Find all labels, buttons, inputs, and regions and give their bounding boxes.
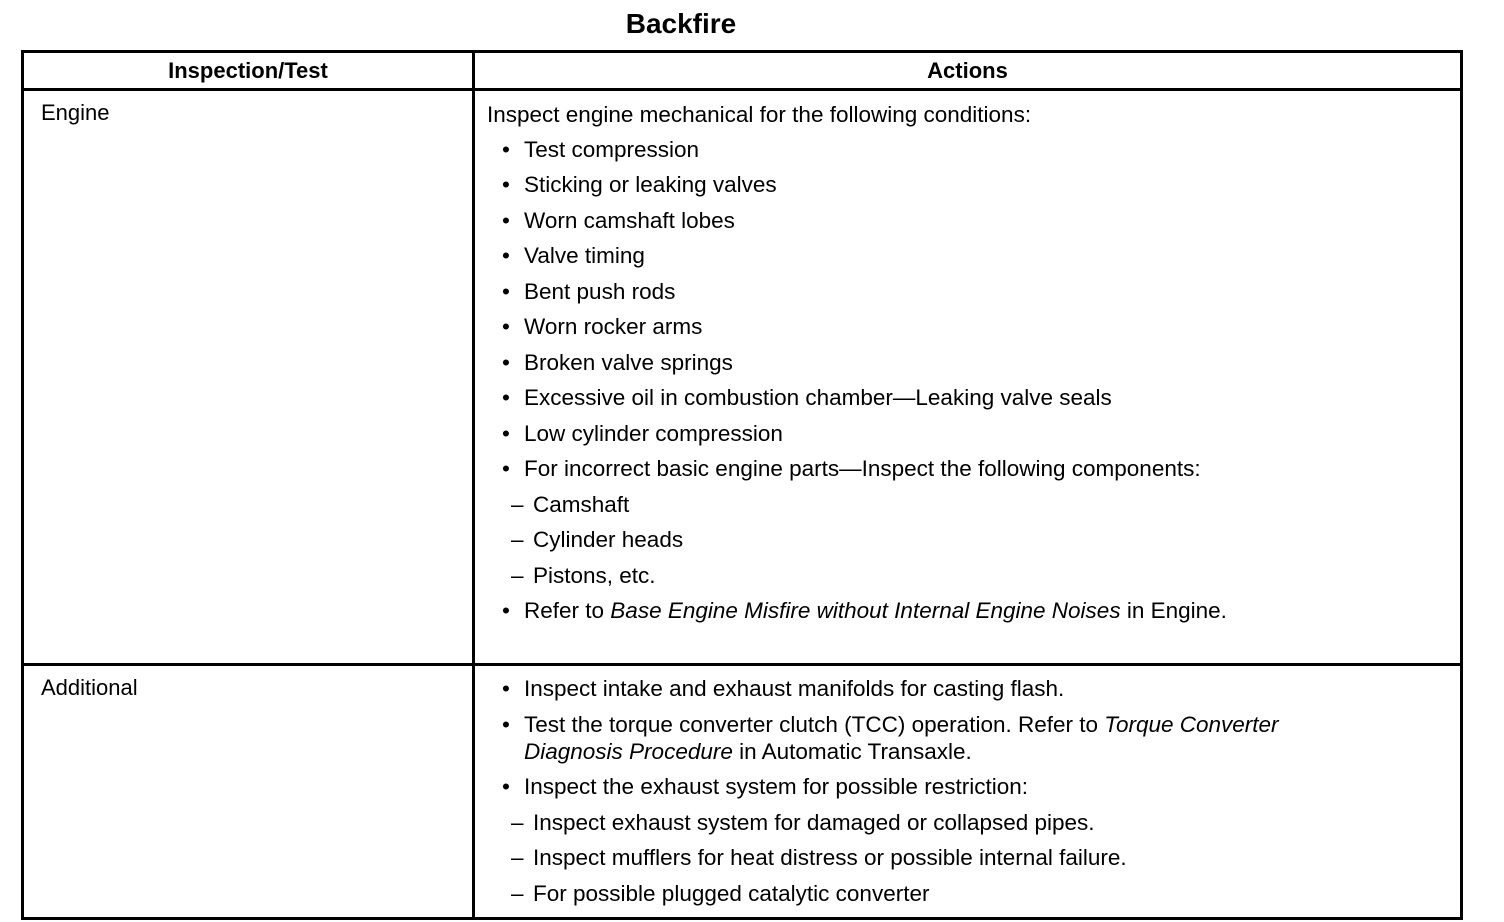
list-item: • Worn rocker arms xyxy=(502,314,703,339)
dash-icon: – xyxy=(511,809,524,835)
exhaust-sublist xyxy=(511,809,1450,907)
bullet-icon: • xyxy=(502,349,510,375)
bullet-icon: • xyxy=(502,774,510,799)
additional-bullet-list xyxy=(487,675,1450,907)
list-item: • Broken valve springs xyxy=(502,349,733,375)
bullet-icon: • xyxy=(502,676,510,701)
engine-refer-link: Base Engine Misfire without Internal Engine Noises xyxy=(610,598,1121,623)
dash-icon: – xyxy=(511,491,524,517)
list-item: • Test compression xyxy=(502,136,700,162)
engine-intro: Inspect engine mechanical for the following conditions: xyxy=(487,102,1032,127)
bullet-icon: • xyxy=(502,172,510,197)
header-inspection-test: Inspection/Test xyxy=(23,52,474,90)
exhaust-item: • Inspect the exhaust system for possible restriction: – Inspect exhaust system for damaged or collapsed pipes. – Inspect mufflers for heat distress or possible internal failure. – For possible plugged catalytic converter xyxy=(487,773,1450,907)
sub-list-item: – Camshaft xyxy=(511,491,630,517)
list-item: • Valve timing xyxy=(502,243,645,268)
engine-actions xyxy=(474,90,1462,665)
bullet-icon: • xyxy=(502,711,510,737)
bullet-icon: • xyxy=(502,385,510,410)
dash-icon: – xyxy=(511,527,524,552)
dash-icon: – xyxy=(511,562,524,588)
sub-list-item: – Pistons, etc. xyxy=(511,562,656,588)
backfire-table xyxy=(21,50,1463,920)
list-item: • Bent push rods xyxy=(502,278,676,304)
bullet-icon: • xyxy=(502,420,510,446)
table-row-engine xyxy=(23,90,1462,665)
header-actions: Actions xyxy=(474,52,1462,90)
engine-refer-item: • Refer to Base Engine Misfire without Internal Engine Noises in Engine. xyxy=(502,598,1227,623)
sub-list-item: – Inspect mufflers for heat distress or possible internal failure. xyxy=(511,845,1127,870)
sub-list-item: – Inspect exhaust system for damaged or collapsed pipes. xyxy=(511,809,1095,835)
table-row-additional xyxy=(23,665,1462,919)
sub-list-item: – For possible plugged catalytic converter xyxy=(511,880,930,906)
bullet-icon: • xyxy=(502,314,510,339)
tcc-item: • Test the torque converter clutch (TCC) operation. Refer to Torque Converter Diagnosis Procedure in Automatic Transaxle. xyxy=(502,711,1279,764)
list-item: • Worn camshaft lobes xyxy=(502,207,735,233)
engine-bullet-list xyxy=(487,136,1450,625)
additional-actions xyxy=(474,665,1462,919)
sub-list-item: – Cylinder heads xyxy=(511,527,684,552)
page-title: Backfire xyxy=(625,8,737,39)
list-item: • Sticking or leaking valves xyxy=(502,172,777,197)
bullet-icon: • xyxy=(502,456,510,481)
table-header-row xyxy=(23,52,1462,90)
additional-label: Additional xyxy=(23,665,474,919)
bullet-icon: • xyxy=(502,243,510,268)
tcc-refer-link: Torque Converter xyxy=(1104,711,1279,737)
tcc-refer-link-line2: Diagnosis Procedure xyxy=(524,738,733,764)
bullet-icon: • xyxy=(502,278,510,304)
engine-parts-sublist xyxy=(511,491,1450,589)
dash-icon: – xyxy=(511,880,524,906)
list-item: • Excessive oil in combustion chamber—Leaking valve seals xyxy=(502,385,1112,410)
list-item: • Inspect intake and exhaust manifolds for casting flash. xyxy=(502,676,1065,701)
bullet-icon: • xyxy=(502,136,510,162)
bullet-icon: • xyxy=(502,207,510,233)
engine-parts-item: • For incorrect basic engine parts—Inspect the following components: – Camshaft – Cylinder heads – Pistons, etc. xyxy=(487,455,1450,589)
bullet-icon: • xyxy=(502,598,510,623)
list-item: • Low cylinder compression xyxy=(502,420,783,446)
engine-label: Engine xyxy=(23,90,474,665)
dash-icon: – xyxy=(511,845,524,870)
